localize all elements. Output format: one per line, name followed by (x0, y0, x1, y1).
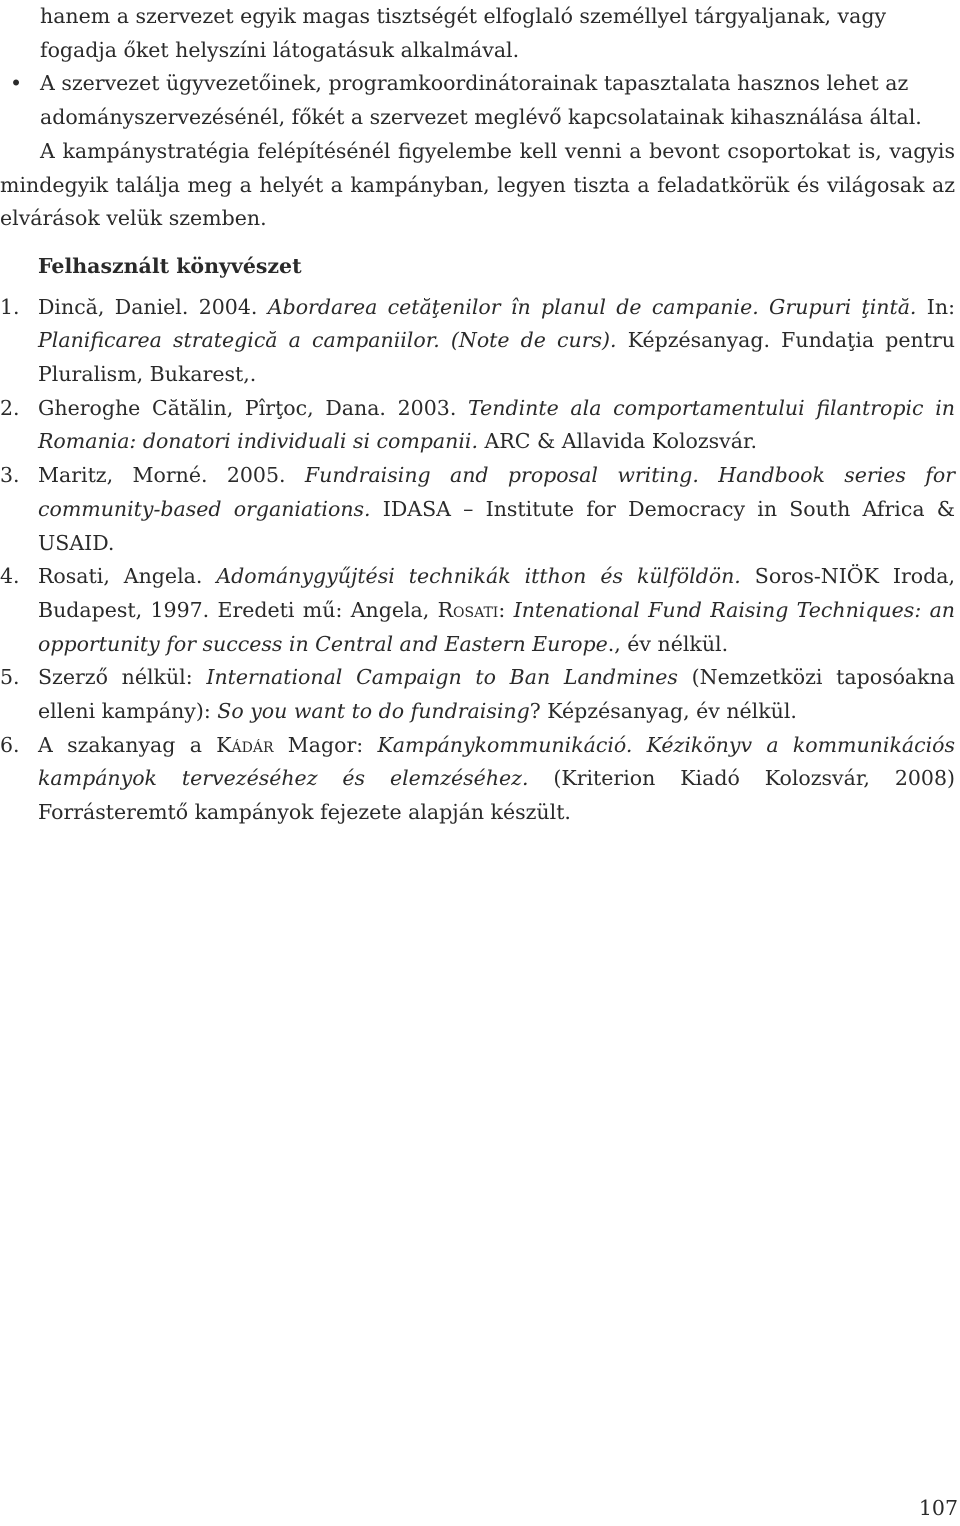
reference-title: Adománygyűjtési technikák itthon és külföldön. (216, 564, 741, 589)
reference-number: 6. (0, 732, 20, 757)
bullet-list (0, 67, 960, 134)
reference-text: Képzésanyag. Fundaţia pentru Pluralism, Bukarest,. (38, 328, 955, 387)
reference-title: Planificarea strategică a campaniilor. (Note de curs). (38, 328, 617, 353)
reference-text: Rosati, Angela. (38, 564, 217, 589)
reference-text: Gheroghe Cătălin, Pîrţoc, Dana. 2003. (38, 395, 469, 420)
references-list (0, 291, 960, 830)
reference-item (0, 291, 955, 392)
reference-text: ? Képzésanyag, év nélkül. (529, 699, 797, 724)
reference-text: Szerző nélkül: (38, 665, 207, 690)
reference-number: 5. (0, 665, 20, 690)
reference-text: (Kriterion Kiadó Kolozsvár, 2008) Forrásteremtő kampányok fejezete alapján készült. (38, 766, 955, 825)
reference-author-smallcaps: Rosati (437, 597, 499, 622)
reference-text: IDASA – Institute for Democracy in South Africa & USAID. (38, 496, 956, 555)
reference-text: ., év nélkül. (607, 631, 729, 656)
reference-title: Abordarea cetăţenilor în planul de campanie. Grupuri ţintă. (267, 294, 917, 319)
reference-text: A szakanyag a (38, 732, 217, 757)
reference-text: In: (916, 294, 956, 319)
reference-title: Fundraising and proposal writing. Handbook series for community-based organiations. (38, 463, 955, 521)
reference-number: 4. (0, 564, 20, 589)
reference-text: (Nemzetközi taposóakna elleni kampány): (38, 665, 956, 724)
reference-item (0, 560, 955, 661)
page-number: 107 (918, 1496, 958, 1520)
reference-title: So you want to do fundraising (217, 699, 530, 724)
reference-text: : (498, 597, 514, 622)
bullet-icon: • (10, 71, 23, 96)
bullet-item (0, 67, 960, 134)
reference-item (0, 729, 955, 830)
reference-text: Dincă, Daniel. 2004. (38, 294, 268, 319)
intro-continuation-text: hanem a szervezet egyik magas tisztségét elfoglaló személlyel tárgyaljanak, vagy fogadja őket helyszíni látogatásuk alkalmával. (40, 4, 887, 62)
reference-item (0, 661, 955, 728)
reference-title: Intenational Fund Raising Techniques: an opportunity for success in Central and Eastern Europe (38, 597, 955, 656)
reference-number: 1. (0, 294, 20, 319)
reference-text: ARC & Allavida Kolozsvár. (477, 429, 758, 454)
strategy-paragraph: A kampánystratégia felépítésénél figyelembe kell venni a bevont csoportokat is, vagyis mindegyik találja meg a helyét a kampányban, legyen tiszta a feladatkörük és világosak az elvárások velük szemben. (0, 138, 955, 231)
references-heading: Felhasznált könyvészet (38, 253, 302, 278)
reference-text: Maritz, Morné. 2005. (38, 463, 305, 488)
reference-number: 3. (0, 463, 20, 488)
reference-title: Tendinte ala comportamentului filantropic in Romania: donatori individuali si companii. (38, 395, 955, 454)
bullet-text: A szervezet ügyvezetőinek, programkoordinátorainak tapasztalata hasznos lehet az adományszervezésénél, főkét a szervezet meglévő kapcsolatainak kihasználása által. (40, 71, 922, 130)
reference-number: 2. (0, 395, 20, 420)
reference-item (0, 459, 955, 560)
reference-title: Kampánykommunikáció. Kézikönyv a kommunikációs kampányok tervezéséhez és elemzéséhez. (38, 732, 955, 791)
reference-item (0, 392, 955, 459)
reference-text: Magor: (273, 732, 378, 757)
reference-text: Soros-NIÖK Iroda, Budapest, 1997. Eredeti mű: Angela, (38, 564, 956, 622)
reference-title: International Campaign to Ban Landmines (206, 665, 678, 690)
reference-author-smallcaps: Kádár (216, 732, 274, 757)
